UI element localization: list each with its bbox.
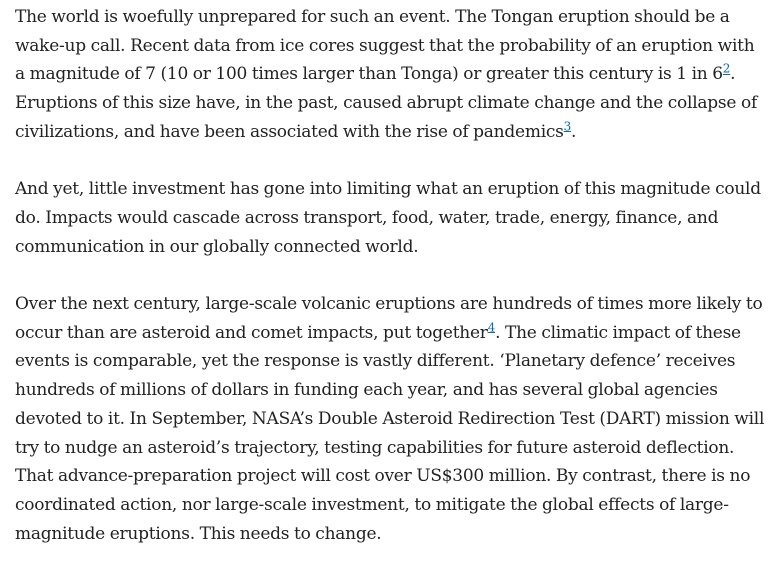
reference-link-3[interactable]: 3 <box>563 119 572 134</box>
paragraph-2 <box>15 175 765 261</box>
paragraph-3-text-2: . The climatic impact of these events is comparable, yet the response is vastly different. ‘Planetary defence’ receives hundreds of millions of dollars in funding each year, and has several global agencies devoted to it. In September, NASA’s Double Asteroid Redirection Test (DART) mission will try to nudge an asteroid’s trajectory, testing capabilities for future asteroid deflection. That advance-preparation project will cost over US$300 million. By contrast, there is no coordinated action, nor large-scale investment, to mitigate the global effects of large-magnitude eruptions. This needs to change. <box>15 322 765 544</box>
paragraph-3 <box>15 290 765 548</box>
article-body <box>15 3 765 548</box>
paragraph-1-text-2: . Eruptions of this size have, in the past, caused abrupt climate change and the collapse of civilizations, and have been associated with the rise of pandemics <box>15 64 757 142</box>
reference-link-2[interactable]: 2 <box>722 61 731 76</box>
reference-link-4[interactable]: 4 <box>487 320 496 335</box>
paragraph-2-text-1: And yet, little investment has gone into limiting what an eruption of this magnitude could do. Impacts would cascade across transport, food, water, trade, energy, finance, and communication in our globally connected world. <box>15 179 761 257</box>
paragraph-1 <box>15 3 765 147</box>
paragraph-3-text-1: Over the next century, large-scale volcanic eruptions are hundreds of times more likely to occur than are asteroid and comet impacts, put together <box>15 294 763 343</box>
paragraph-1-text-3: . <box>571 121 577 142</box>
paragraph-1-text-1: The world is woefully unprepared for such an event. The Tongan eruption should be a wake-up call. Recent data from ice cores suggest that the probability of an eruption with a magnitude of 7 (10 or 100 times larger than Tonga) or greater this century is 1 in 6 <box>15 7 755 85</box>
